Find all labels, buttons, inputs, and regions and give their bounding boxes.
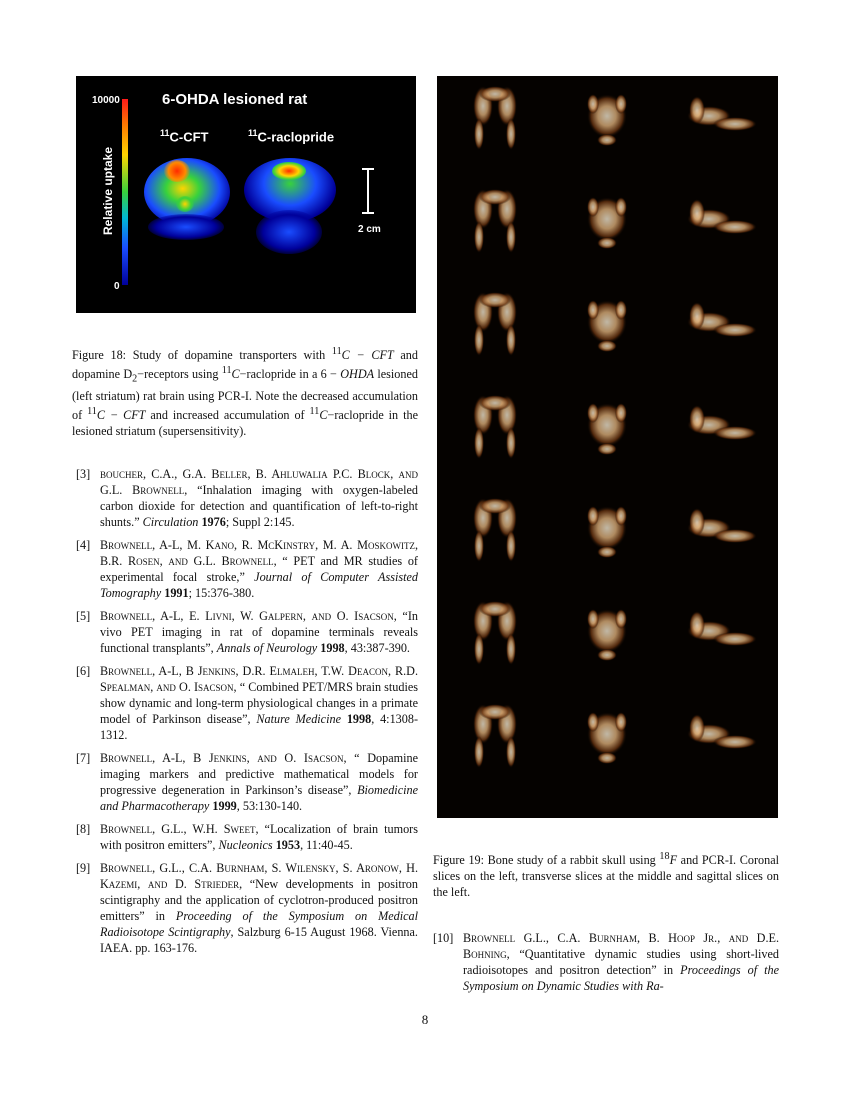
references-right	[433, 930, 779, 1001]
scale-bar-label: 2 cm	[358, 224, 381, 235]
reference-item: [5] Brownell, A-L, E. Livni, W. Galpern, and O. Isacson, “In vivo PET imaging in rat of dopamine terminals reveals functional transplants”, Annals of Neurology 1998, 43:387-390.	[76, 609, 418, 655]
figure-18-title: 6-OHDA lesioned rat	[162, 91, 308, 108]
scan-slice	[587, 506, 627, 558]
scan-slice	[687, 714, 757, 749]
scan-slice	[687, 302, 757, 337]
panel-label-raclopride: $^{11}$C-raclopride	[248, 128, 335, 145]
scan-slice	[473, 704, 517, 768]
reference-item: [9] Brownell, G.L., C.A. Burnham, S. Wilensky, S. Aronow, H. Kazemi, and D. Strieder, “New developments in positron scintigraphy and the application of cyclotron-produced positron emitters” in Proceeding of the Symposium on Medical Radioisotope Scintigraphy, Salzburg 6-15 August 1968. Vienna. IAEA. pp. 163-176.	[76, 861, 418, 955]
reference-item: [4] Brownell, A-L, M. Kano, R. McKinstry, M. A. Moskowitz, B.R. Rosen, and G.L. Brownell, “ PET and MR studies of experimental focal stroke,” Journal of Computer Assisted Tomography 1991; 15:376-380.	[76, 538, 418, 600]
panel-label-cft: $^{11}$C-CFT	[160, 128, 209, 145]
scan-slice	[587, 94, 627, 146]
figure-19-caption: Figure 19: Bone study of a rabbit skull using $^{18}$F and PCR-I. Coronal slices on the left, transverse slices at the middle and sagittal slices on the left.	[433, 851, 779, 900]
scan-slice	[687, 199, 757, 234]
scan-slice	[687, 611, 757, 646]
figure-18-image	[76, 76, 416, 313]
figure-19-image	[437, 76, 778, 818]
scan-slice	[687, 405, 757, 440]
page-number: 8	[421, 1012, 429, 1027]
color-scale-bar	[122, 99, 128, 285]
scan-slice	[687, 96, 757, 131]
scale-max-label: 10000	[92, 95, 120, 106]
reference-item: [3] boucher, C.A., G.A. Beller, B. Ahluwalia P.C. Block, and G.L. Brownell, “Inhalation imaging with oxygen-labeled carbon dioxide for detection and quantification of left-to-right shunts.” Circulation 1976; Suppl 2:145.	[76, 467, 418, 529]
scan-slice	[587, 197, 627, 249]
scale-bar	[367, 168, 369, 214]
bone-scan-slices	[437, 76, 778, 818]
references-left	[72, 466, 418, 963]
scale-min-label: 0	[114, 281, 120, 292]
scan-slice	[473, 189, 517, 253]
scan-slice	[687, 508, 757, 543]
scan-slice	[587, 712, 627, 764]
scan-slice	[587, 300, 627, 352]
reference-item: [8] Brownell, G.L., W.H. Sweet, “Localization of brain tumors with positron emitters”, Nucleonics 1953, 11:40-45.	[76, 822, 418, 852]
reference-item: [10] Brownell G.L., C.A. Burnham, B. Hoop Jr., and D.E. Bohning, “Quantitative dynamic studies using short-lived radioisotopes and positron detection” in Proceedings of the Symposium on Dynamic Studies with Ra-	[433, 931, 779, 993]
scan-slice	[473, 395, 517, 459]
y-axis-label: Relative uptake	[101, 146, 115, 236]
reference-item: [6] Brownell, A-L, B Jenkins, D.R. Elmaleh, T.W. Deacon, R.D. Spealman, and O. Isacson, “ Combined PET/MRS brain studies show dynamic and long-term physiological changes in a primate model of Parkinson disease”, Nature Medicine 1998, 4:1308-1312.	[76, 664, 419, 742]
scan-slice	[473, 86, 517, 150]
figure-18-caption: Figure 18: Study of dopamine transporters with $^{11}$C − CFT and dopamine $D_2-receptors$ using $^{11}$C−raclopride in a 6 − OHDA lesioned (left striatum) rat brain using PCR-I. Note the decreased accumulation of $^{11}$C − CFT and increased accumulation of $^{11}$C−raclopride in the lesioned striatum (supersensitivity).	[72, 346, 418, 438]
scan-slice	[473, 498, 517, 562]
reference-item: [7] Brownell, A-L, B Jenkins, and O. Isacson, “ Dopamine imaging markers and predictive mathematical models for progressive degeneration in Parkinson’s disease”, Biomedicine and Pharmacotherapy 1999, 53:130-140.	[76, 751, 418, 813]
scan-slice	[473, 601, 517, 665]
scan-slice	[587, 609, 627, 661]
scan-slice	[587, 403, 627, 455]
scan-slice	[473, 292, 517, 356]
